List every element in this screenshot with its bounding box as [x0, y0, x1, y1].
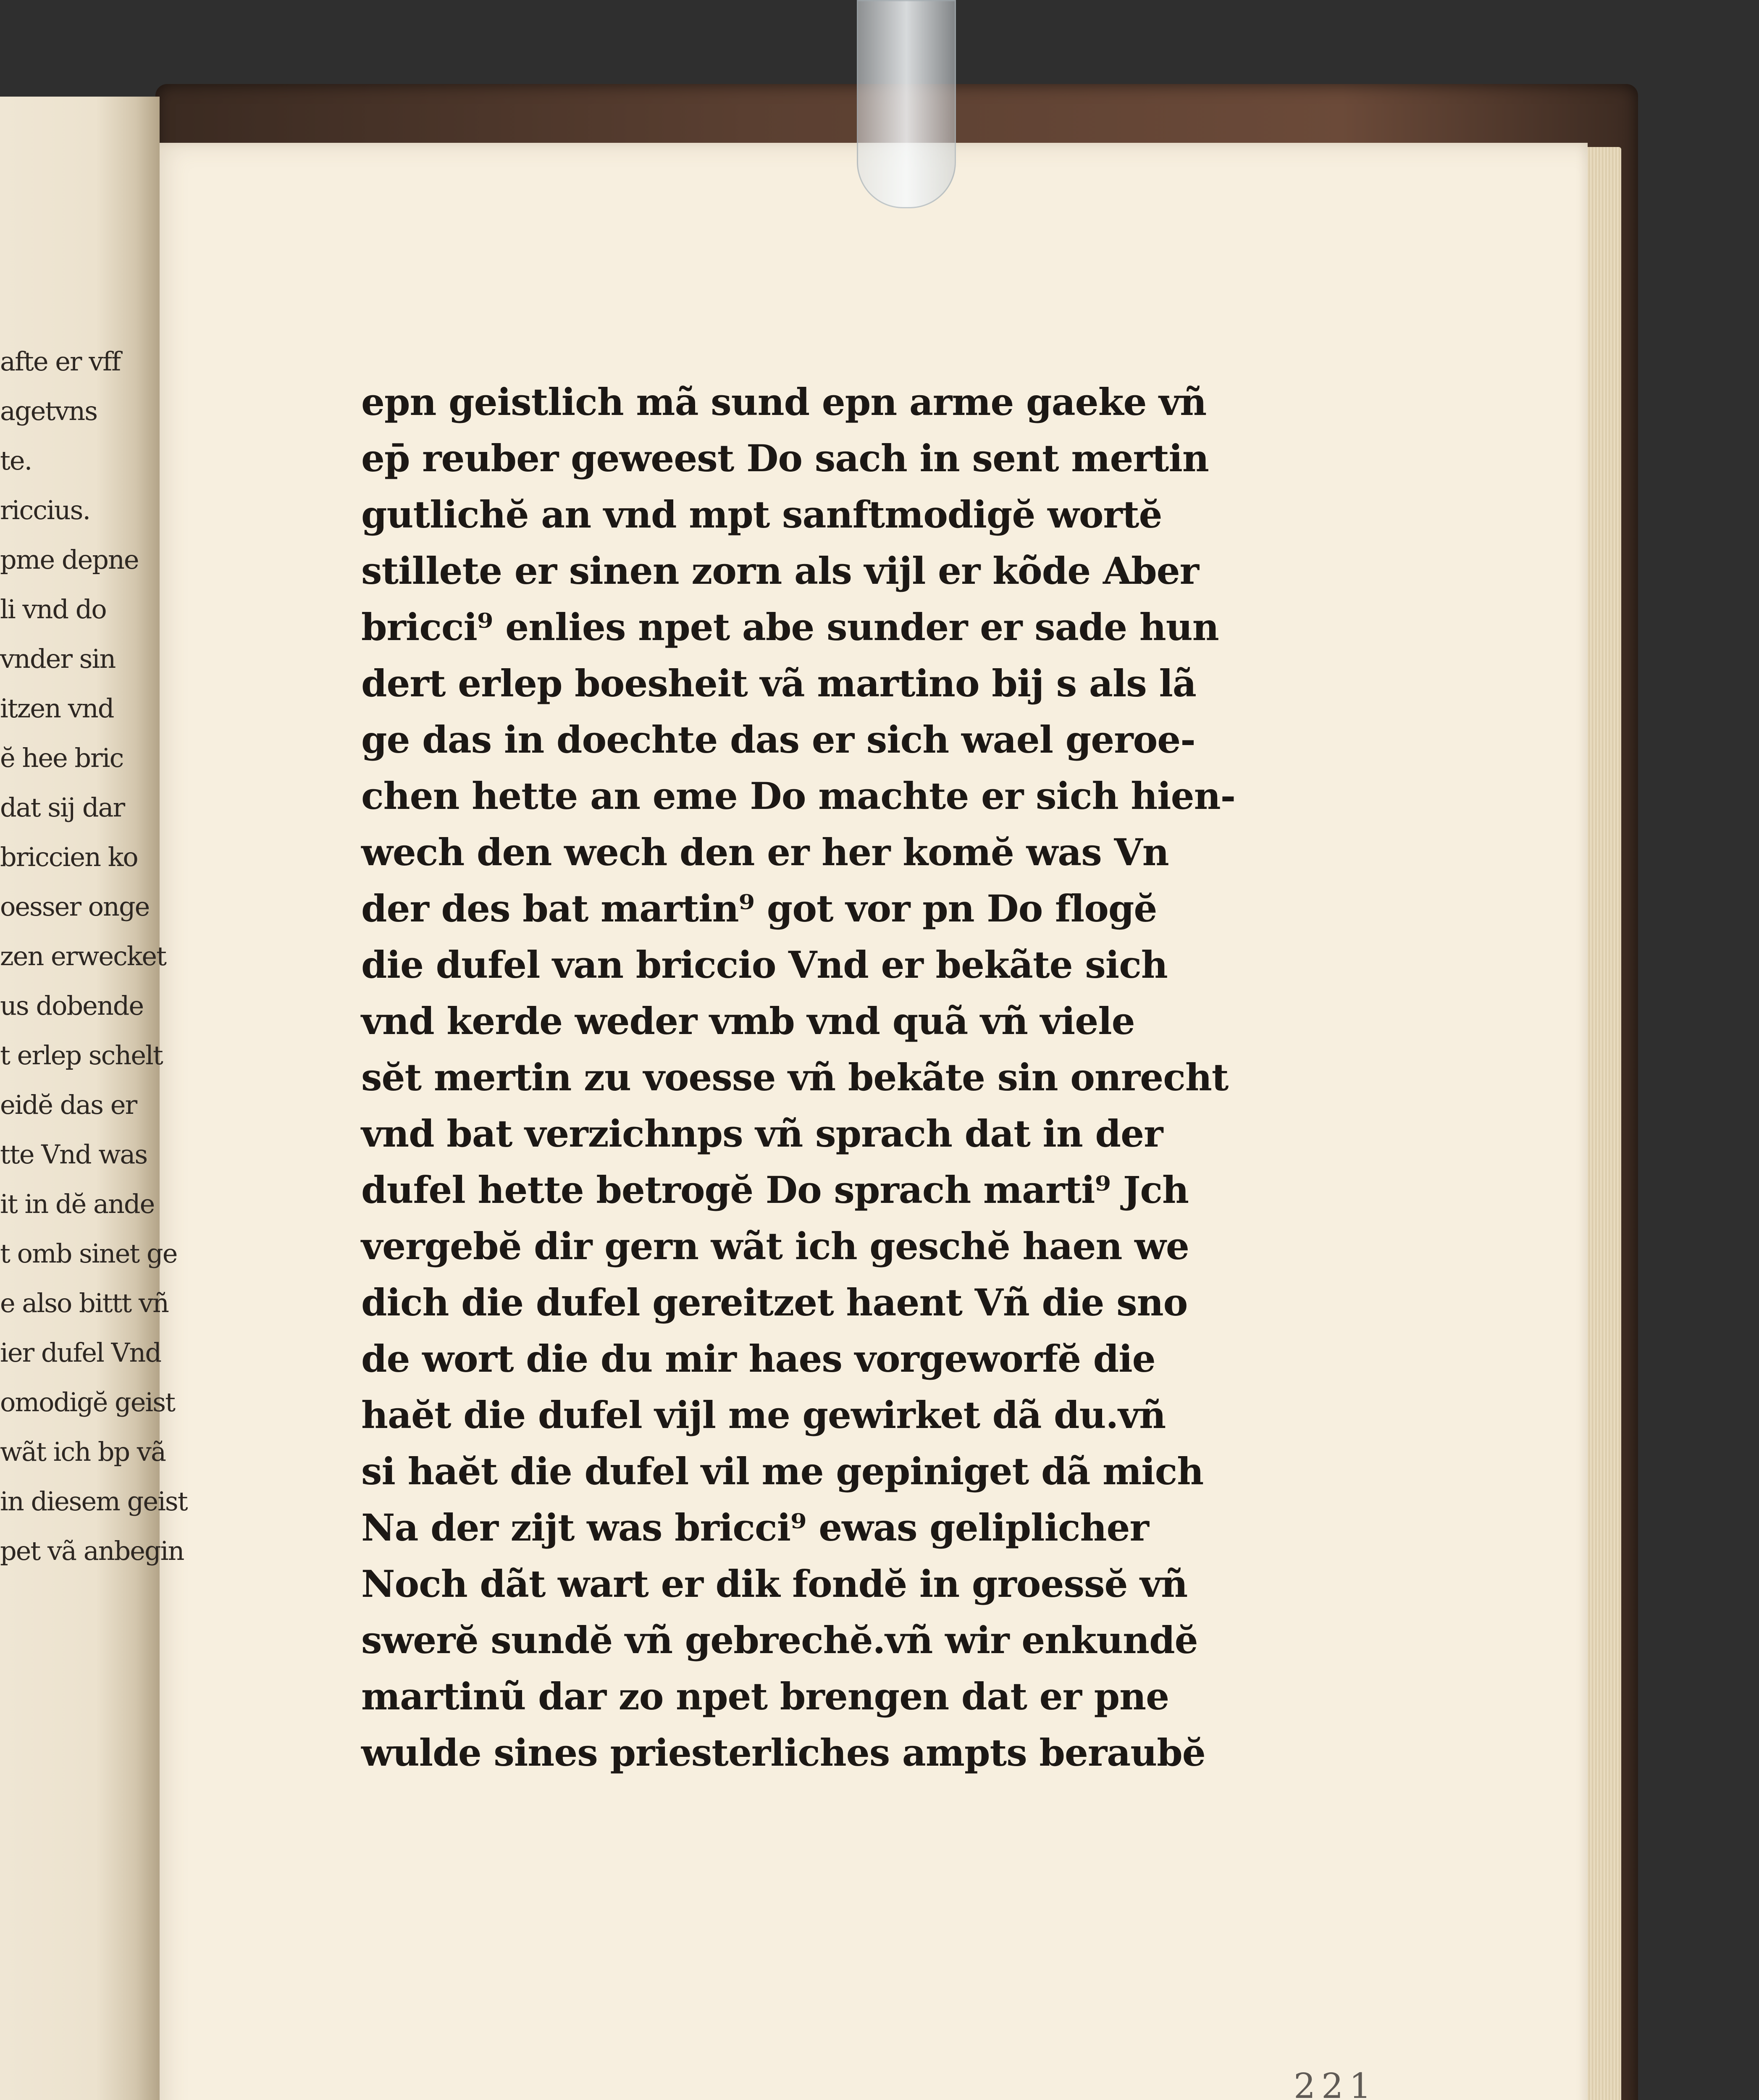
text-line: wulde sines priesterliches ampts beraubĕ — [361, 1731, 1205, 1774]
text-line: stillete er sinen zorn als vijl er kõde Aber — [361, 549, 1199, 593]
text-line: ge das in doechte das er sich wael geroe- — [361, 718, 1195, 761]
text-line: ep̄ reuber geweest Do sach in sent mertin — [361, 436, 1209, 480]
text-line: martinũ dar zo npet brengen dat er pne — [361, 1675, 1169, 1718]
left-page-fragment: it in dĕ ande — [0, 1189, 155, 1219]
left-page-fragment: oesser onge — [0, 891, 150, 922]
text-line: bricci⁹ enlies npet abe sunder er sade hun — [361, 605, 1219, 649]
left-page-fragment: agetvns — [0, 396, 97, 426]
text-line: swerĕ sundĕ vñ gebrechĕ.vñ wir enkundĕ — [361, 1618, 1198, 1662]
text-line: dert erlep boesheit vã martino bij s als lã — [361, 662, 1196, 705]
left-page-fragment: us dobende — [0, 990, 144, 1021]
left-page-fragment: li vnd do — [0, 594, 106, 625]
text-line: de wort die du mir haes vorgeworfĕ die — [361, 1337, 1155, 1381]
text-line: der des bat martin⁹ got vor pn Do flogĕ — [361, 887, 1157, 930]
text-line: vergebĕ dir gern wãt ich geschĕ haen we — [361, 1224, 1189, 1268]
left-page-fragment: riccius. — [0, 495, 90, 525]
left-page-fragment: itzen vnd — [0, 693, 114, 724]
page-number: 221 — [1294, 2066, 1377, 2100]
left-page-fragment: dat sij dar — [0, 792, 125, 823]
text-line: Na der zijt was bricci⁹ ewas geliplicher — [361, 1506, 1149, 1549]
text-line: vnd kerde weder vmb vnd quã vñ viele — [361, 999, 1135, 1043]
left-page-fragment: pet vã anbegin — [0, 1536, 184, 1566]
left-page-fragment: eidĕ das er — [0, 1089, 137, 1120]
left-page — [0, 97, 187, 2100]
text-line: dich die dufel gereitzet haent Vñ die sno — [361, 1281, 1188, 1324]
text-line: gutlichĕ an vnd mpt sanftmodigĕ wortĕ — [361, 493, 1162, 536]
left-page-fragment: tte Vnd was — [0, 1139, 147, 1170]
left-page-fragment: afte er vff — [0, 346, 121, 377]
left-page-fragment: ĕ hee bric — [0, 743, 123, 773]
left-page-fragment: in diesem geist — [0, 1486, 187, 1517]
body-text — [361, 374, 1235, 1781]
left-page-fragment: omodigĕ geist — [0, 1387, 175, 1418]
text-line: wech den wech den er her komĕ was Vn — [361, 830, 1169, 874]
left-page-fragment: ier dufel Vnd — [0, 1337, 161, 1368]
left-page-fragment: wãt ich bp vã — [0, 1436, 165, 1467]
left-page-fragment: zen erwecket — [0, 941, 166, 971]
text-line: chen hette an eme Do machte er sich hien- — [361, 774, 1236, 818]
text-line: die dufel van briccio Vnd er bekãte sich — [361, 943, 1168, 987]
text-line: sĕt mertin zu voesse vñ bekãte sin onrecht — [361, 1055, 1229, 1099]
left-page-fragment: t erlep schelt — [0, 1040, 163, 1071]
text-line: si haĕt die dufel vil me gepiniget dã mich — [361, 1449, 1204, 1493]
left-page-fragment: e also bittt vñ — [0, 1288, 168, 1318]
text-line: vnd bat verzichnps vñ sprach dat in der — [361, 1112, 1163, 1155]
left-page-fragment: briccien ko — [0, 842, 138, 872]
left-page-fragment: te. — [0, 445, 32, 476]
left-page-fragment: pme depne — [0, 544, 139, 575]
text-line: epn geistlich mã sund epn arme gaeke vñ — [361, 380, 1207, 424]
text-line: Noch dãt wart er dik fondĕ in groessĕ vñ — [361, 1562, 1188, 1606]
text-line: dufel hette betrogĕ Do sprach marti⁹ Jch — [361, 1168, 1189, 1212]
text-line: haĕt die dufel vijl me gewirket dã du.vñ — [361, 1393, 1166, 1437]
page-clip-top — [857, 0, 956, 208]
left-page-fragment: vnder sin — [0, 643, 116, 674]
left-page-fragment: t omb sinet ge — [0, 1238, 177, 1269]
